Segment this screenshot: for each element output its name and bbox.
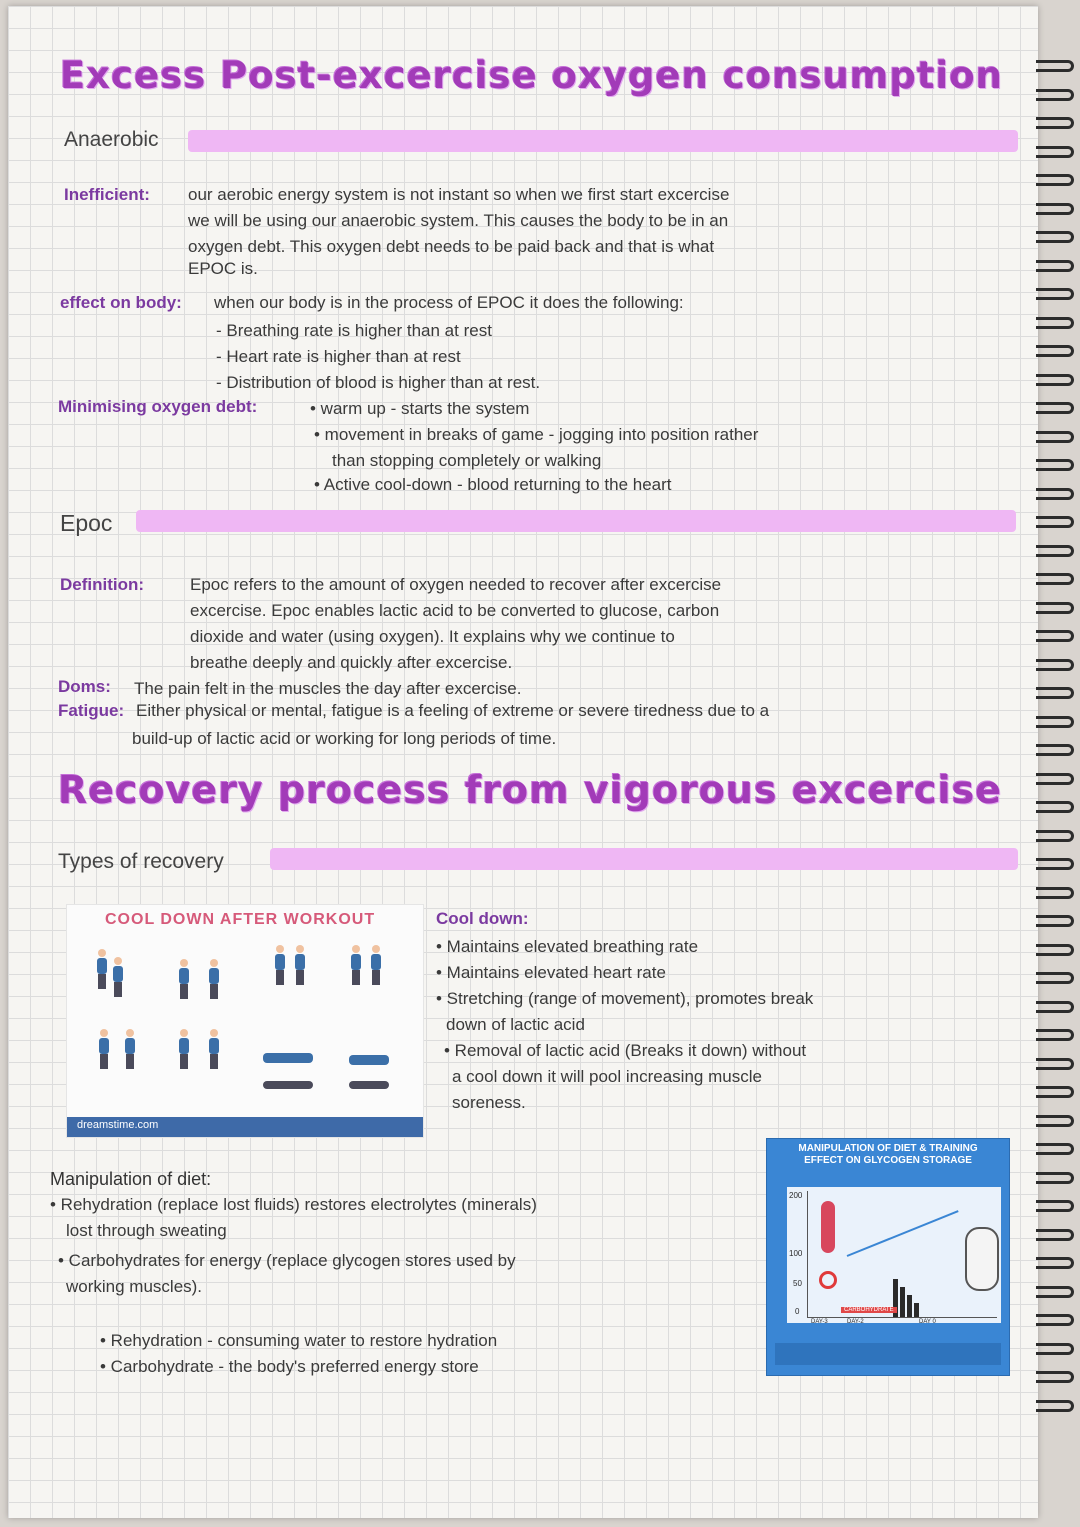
lying-figure-icon	[349, 1055, 389, 1065]
poster-title-line-1: MANIPULATION OF DIET & TRAINING	[798, 1143, 978, 1154]
exercise-figure-icon	[207, 1029, 221, 1069]
spiral-ring	[1036, 887, 1074, 899]
spiral-ring	[1036, 687, 1074, 699]
spiral-ring	[1036, 858, 1074, 870]
minimising-item-4: • Active cool-down - blood returning to the heart	[314, 475, 672, 494]
spiral-ring	[1036, 89, 1074, 101]
spiral-ring	[1036, 488, 1074, 500]
types-highlight	[270, 848, 1018, 870]
poster-axis-tick: 100	[789, 1249, 803, 1258]
spiral-ring	[1036, 830, 1074, 842]
spiral-ring	[1036, 60, 1074, 72]
poster-muscle-icon	[821, 1201, 835, 1253]
inefficient-line-3: oxygen debt. This oxygen debt needs to be paid back and that is what	[188, 237, 715, 256]
spiral-ring	[1036, 602, 1074, 614]
spiral-ring	[1036, 231, 1074, 243]
poster-title	[775, 1143, 1001, 1167]
lying-figure-icon	[263, 1053, 313, 1063]
inefficient-line-4: EPOC is.	[188, 259, 258, 278]
poster-footer	[775, 1343, 1001, 1365]
minimising-item-1: • warm up - starts the system	[310, 399, 530, 418]
spiral-ring	[1036, 1001, 1074, 1013]
exercise-figure-icon	[207, 959, 221, 999]
inefficient-line-2: we will be using our anaerobic system. This causes the body to be in an	[188, 211, 729, 230]
spiral-ring	[1036, 1086, 1074, 1098]
poster-day-label: DAY-3	[811, 1319, 828, 1325]
cool-down-image-credit: dreamstime.com	[77, 1119, 159, 1131]
exercise-figure-icon	[111, 957, 125, 997]
spiral-ring	[1036, 545, 1074, 557]
poster-title-line-2: EFFECT ON GLYCOGEN STORAGE	[804, 1155, 972, 1166]
athlete-figure-icon	[965, 1227, 999, 1291]
cool-down-image	[66, 904, 424, 1138]
spiral-ring	[1036, 374, 1074, 386]
spiral-ring	[1036, 402, 1074, 414]
fatigue-line-1: Either physical or mental, fatigue is a feeling of extreme or severe tiredness due to a	[136, 701, 770, 720]
poster-axis-line	[807, 1317, 997, 1318]
poster-badge: CARBOHYDRATE	[841, 1307, 897, 1313]
definition-line-1: Epoc refers to the amount of oxygen needed to recover after excercise	[190, 575, 722, 594]
exercise-figure-icon	[177, 1029, 191, 1069]
spiral-ring	[1036, 1286, 1074, 1298]
lying-figure-icon	[349, 1081, 389, 1089]
poster-axis-tick: 0	[795, 1307, 800, 1316]
notebook-page	[8, 6, 1038, 1518]
diet-line-2: lost through sweating	[66, 1221, 227, 1240]
minimising-label: Minimising oxygen debt:	[58, 397, 258, 416]
spiral-ring	[1036, 1343, 1074, 1355]
spiral-ring	[1036, 345, 1074, 357]
spiral-ring	[1036, 773, 1074, 785]
minimising-item-2: • movement in breaks of game - jogging into position rather	[314, 425, 759, 444]
spiral-ring	[1036, 260, 1074, 272]
exercise-figure-icon	[349, 945, 363, 985]
poster-axis-line	[807, 1191, 808, 1317]
cool-down-line-5: • Removal of lactic acid (Breaks it down) without	[444, 1041, 807, 1060]
fatigue-line-2: build-up of lactic acid or working for long periods of time.	[132, 729, 557, 748]
definition-line-3: dioxide and water (using oxygen). It explains why we continue to	[190, 627, 675, 646]
poster-bar	[907, 1295, 912, 1317]
cool-down-line-2: • Maintains elevated heart rate	[436, 963, 666, 982]
exercise-figure-icon	[177, 959, 191, 999]
fatigue-label: Fatigue:	[58, 701, 125, 720]
spiral-ring	[1036, 944, 1074, 956]
spiral-ring	[1036, 1314, 1074, 1326]
spiral-ring	[1036, 716, 1074, 728]
spiral-ring	[1036, 1200, 1074, 1212]
spiral-ring	[1036, 317, 1074, 329]
spiral-ring	[1036, 915, 1074, 927]
spiral-ring	[1036, 1172, 1074, 1184]
anaerobic-heading: Anaerobic	[64, 128, 159, 151]
target-icon	[819, 1271, 837, 1289]
doms-label: Doms:	[58, 677, 111, 696]
spiral-binding	[1030, 60, 1080, 1520]
definition-label: Definition:	[60, 575, 145, 594]
spiral-ring	[1036, 1400, 1074, 1412]
spiral-ring	[1036, 1257, 1074, 1269]
spiral-ring	[1036, 146, 1074, 158]
definition-line-2: excercise. Epoc enables lactic acid to be converted to glucose, carbon	[190, 601, 720, 620]
effect-item-2: - Heart rate is higher than at rest	[216, 347, 461, 366]
inefficient-label: Inefficient:	[64, 185, 150, 204]
glycogen-poster	[766, 1138, 1010, 1376]
exercise-figure-icon	[95, 949, 109, 989]
poster-axis-tick: 200	[789, 1191, 803, 1200]
cool-down-image-footer	[67, 1117, 423, 1137]
doms-text: The pain felt in the muscles the day after excercise.	[134, 679, 522, 698]
diet-line-3: • Carbohydrates for energy (replace glycogen stores used by	[58, 1251, 516, 1270]
types-heading: Types of recovery	[58, 850, 224, 873]
anaerobic-highlight	[188, 130, 1018, 152]
diet-line-4: working muscles).	[66, 1277, 203, 1296]
poster-day-label: DAY 0	[919, 1319, 936, 1325]
section1-title: Excess Post-excercise oxygen consumption	[60, 54, 1003, 97]
spiral-ring	[1036, 659, 1074, 671]
cool-down-image-title: COOL DOWN AFTER WORKOUT	[105, 911, 376, 928]
definition-line-4: breathe deeply and quickly after excercise.	[190, 653, 513, 672]
spiral-ring	[1036, 203, 1074, 215]
poster-day-label: DAY-2	[847, 1319, 864, 1325]
spiral-ring	[1036, 1029, 1074, 1041]
poster-chart-area	[787, 1187, 1001, 1323]
exercise-figure-icon	[97, 1029, 111, 1069]
spiral-ring	[1036, 801, 1074, 813]
spiral-ring	[1036, 630, 1074, 642]
section2-title: Recovery process from vigorous excercise	[58, 768, 1003, 812]
summary-line-2: • Carbohydrate - the body's preferred energy store	[100, 1357, 479, 1376]
effect-item-3: - Distribution of blood is higher than at rest.	[216, 373, 541, 392]
spiral-ring	[1036, 1058, 1074, 1070]
poster-bar	[900, 1287, 905, 1317]
spiral-ring	[1036, 1115, 1074, 1127]
diet-label: Manipulation of diet:	[50, 1169, 212, 1189]
lying-figure-icon	[263, 1081, 313, 1089]
summary-line-1: • Rehydration - consuming water to restore hydration	[100, 1331, 498, 1350]
exercise-figure-icon	[273, 945, 287, 985]
spiral-ring	[1036, 459, 1074, 471]
poster-axis-tick: 50	[793, 1279, 802, 1288]
spiral-ring	[1036, 288, 1074, 300]
spiral-ring	[1036, 1371, 1074, 1383]
spiral-ring	[1036, 1229, 1074, 1241]
minimising-item-3: than stopping completely or walking	[332, 451, 602, 470]
cool-down-line-1: • Maintains elevated breathing rate	[436, 937, 699, 956]
spiral-ring	[1036, 573, 1074, 585]
spiral-ring	[1036, 744, 1074, 756]
inefficient-line-1: our aerobic energy system is not instant so when we first start excercise	[188, 185, 730, 204]
spiral-ring	[1036, 431, 1074, 443]
poster-trend-line	[847, 1210, 959, 1257]
spiral-ring	[1036, 516, 1074, 528]
cool-down-line-7: soreness.	[452, 1093, 526, 1112]
cool-down-line-4: down of lactic acid	[446, 1015, 585, 1034]
effect-item-1: - Breathing rate is higher than at rest	[216, 321, 492, 340]
exercise-figure-icon	[123, 1029, 137, 1069]
cool-down-line-3: • Stretching (range of movement), promotes break	[436, 989, 814, 1008]
spiral-ring	[1036, 972, 1074, 984]
spiral-ring	[1036, 1143, 1074, 1155]
cool-down-label: Cool down:	[436, 909, 529, 928]
exercise-figure-icon	[293, 945, 307, 985]
cool-down-line-6: a cool down it will pool increasing muscle	[452, 1067, 762, 1086]
spiral-ring	[1036, 174, 1074, 186]
epoc-heading: Epoc	[60, 510, 113, 536]
epoc-highlight	[136, 510, 1016, 532]
spiral-ring	[1036, 117, 1074, 129]
exercise-figure-icon	[369, 945, 383, 985]
diet-line-1: • Rehydration (replace lost fluids) restores electrolytes (minerals)	[50, 1195, 537, 1214]
effect-intro: when our body is in the process of EPOC it does the following:	[214, 293, 684, 312]
poster-bar	[914, 1303, 919, 1317]
effect-label: effect on body:	[60, 293, 182, 312]
